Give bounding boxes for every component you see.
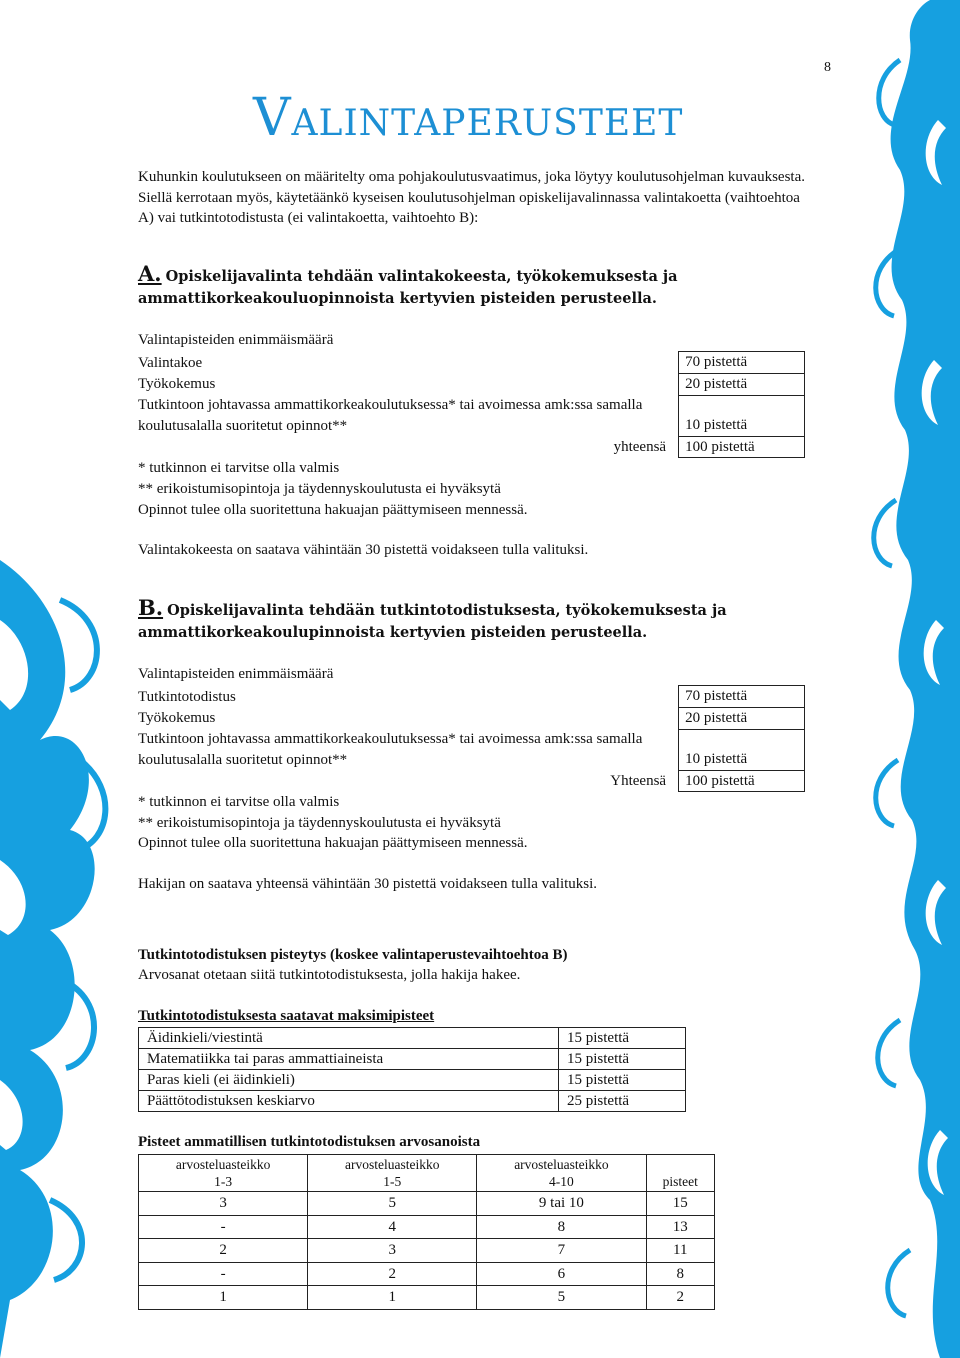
section-b-note: Opinnot tulee olla suoritettuna hakuajan päättymiseen mennessä.	[138, 835, 528, 852]
table-row: 3 5 9 tai 10 15	[139, 1192, 715, 1216]
table-total-row: yhteensä 100 pistettä	[138, 436, 805, 458]
table-row: - 2 6 8	[139, 1262, 715, 1286]
table-row: Päättötodistuksen keskiarvo 25 pistettä	[139, 1091, 686, 1112]
section-a-note: Opinnot tulee olla suoritettuna hakuajan päättymiseen mennessä.	[138, 501, 528, 518]
section-a-note: ** erikoistumisopintoja ja täydennyskoulutusta ei hyväksytä	[138, 480, 501, 497]
section-b-minimum: Hakijan on saatava yhteensä vähintään 30 pistettä voidakseen tulla valituksi.	[138, 876, 598, 893]
page-title: Valintaperusteet	[253, 88, 684, 148]
intro-paragraph: Kuhunkin koulutukseen on määritelty oma pohjakoulutusvaatimus, joka löytyy koulutusohjelman kuvauksesta. Siellä kerrotaan myös, käytetäänkö kyseisen koulutusohjelman opiskelijavalinnassa valintakoetta (vaihtoehtoa A) vai tutkintotodistusta (ei valintakoetta, vaihtoehto B):	[138, 169, 805, 227]
table-row: 1 1 5 2	[139, 1286, 715, 1310]
column-header: arvosteluasteikko 1-5	[308, 1155, 477, 1192]
section-a-note: * tutkinnon ei tarvitse olla valmis	[138, 460, 340, 477]
scoring-text: Arvosanat otetaan siitä tutkintotodistuksesta, jolla hakija hakee.	[138, 967, 521, 984]
section-a-table-title: Valintapisteiden enimmäismäärä	[138, 331, 334, 348]
section-a-heading: A. Opiskelijavalinta tehdään valintakokeesta, työkokemuksesta ja ammattikorkeakouluopinnoista kertyvien pisteiden perusteella.	[138, 260, 678, 307]
section-b-table-title: Valintapisteiden enimmäismäärä	[138, 665, 334, 682]
section-a-points-table	[138, 351, 805, 458]
section-b-note: * tutkinnon ei tarvitse olla valmis	[138, 794, 340, 811]
table-row: Tutkintoon johtavassa ammattikorkeakoulutuksessa* tai avoimessa amk:ssa samalla koulutusalalla suoritetut opinnot** 10 pistettä	[138, 729, 805, 770]
section-b-note: ** erikoistumisopintoja ja täydennyskoulutusta ei hyväksytä	[138, 814, 501, 831]
column-header: arvosteluasteikko 4-10	[477, 1155, 646, 1192]
table-row: 2 3 7 11	[139, 1239, 715, 1263]
column-header: arvosteluasteikko 1-3	[139, 1155, 308, 1192]
table-row: Työkokemus 20 pistettä	[138, 707, 805, 729]
table-row: Tutkintotodistus 70 pistettä	[138, 686, 805, 708]
table-header-row	[139, 1155, 715, 1192]
max-points-heading: Tutkintotodistuksesta saatavat maksimipisteet	[138, 1007, 435, 1024]
section-a-minimum: Valintakokeesta on saatava vähintään 30 pistettä voidakseen tulla valituksi.	[138, 542, 589, 559]
table-row: Tutkintoon johtavassa ammattikorkeakoulutuksessa* tai avoimessa amk:ssa samalla koulutusalalla suoritetut opinnot** 10 pistettä	[138, 395, 805, 436]
section-b-heading: B. Opiskelijavalinta tehdään tutkintotodistuksesta, työkokemuksesta ja ammattikorkeakoulupinnoista kertyvien pisteiden perusteella.	[138, 594, 727, 641]
column-header: pisteet	[646, 1155, 714, 1192]
page-content	[138, 167, 818, 1310]
section-b-points-table	[138, 685, 805, 792]
left-swirl-ornament	[0, 0, 120, 1358]
table-row: Matematiikka tai paras ammattiaineista 15 pistettä	[139, 1049, 686, 1070]
grade-points-table	[138, 1154, 715, 1310]
page-number: 8	[824, 60, 831, 75]
section-b-letter: B.	[138, 594, 164, 620]
max-points-table	[138, 1027, 686, 1112]
right-swirl-ornament	[850, 0, 960, 1358]
table-row: Työkokemus 20 pistettä	[138, 373, 805, 395]
grade-points-heading: Pisteet ammatillisen tutkintotodistuksen arvosanoista	[138, 1134, 481, 1151]
section-a-letter: A.	[138, 260, 162, 286]
table-row: - 4 8 13	[139, 1215, 715, 1239]
table-row: Äidinkieli/viestintä 15 pistettä	[139, 1028, 686, 1049]
table-row: Paras kieli (ei äidinkieli) 15 pistettä	[139, 1070, 686, 1091]
table-row: Valintakoe 70 pistettä	[138, 352, 805, 374]
table-total-row: Yhteensä 100 pistettä	[138, 770, 805, 792]
scoring-heading: Tutkintotodistuksen pisteytys (koskee valintaperustevaihtoehtoa B)	[138, 946, 568, 963]
